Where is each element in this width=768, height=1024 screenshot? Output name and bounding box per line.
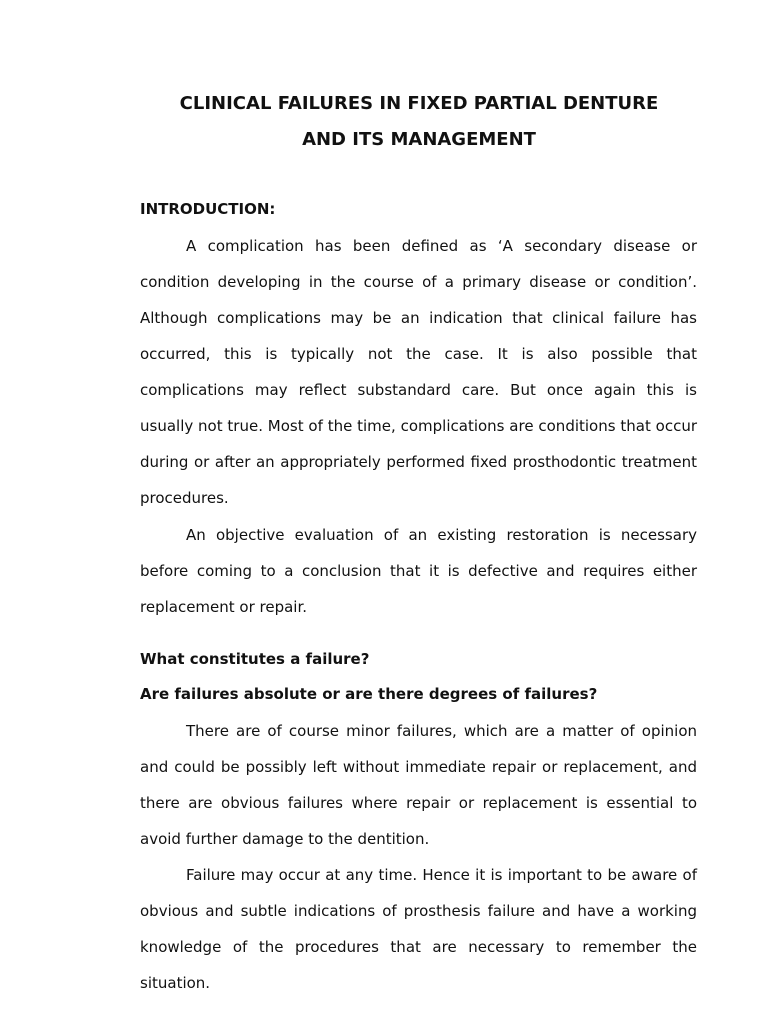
paragraph-objective-evaluation: An objective evaluation of an existing restoration is necessary before coming to a conclusion that it is defective and requires either replacement or repair.: [140, 526, 697, 616]
title-line-2: AND ITS MANAGEMENT: [302, 129, 536, 150]
paragraph-failure-timing: Failure may occur at any time. Hence it is important to be aware of obvious and subtle indications of prosthesis failure and have a working knowledge of the procedures that are necessary to remember the situation.: [140, 866, 697, 992]
introduction-heading: INTRODUCTION:: [140, 200, 276, 218]
paragraph-complication-definition: A complication has been defined as ‘A secondary disease or condition developing in the course of a primary disease or condition’. Although complications may be an indication that clinical failure has occurred, this is typically not the case. It is also possible that complications may reflect substandard care. But once again this is usually not true. Most of the time, complications are conditions that occur during or after an appropriately performed fixed prosthodontic treatment procedures.: [140, 237, 697, 507]
title-line-1: CLINICAL FAILURES IN FIXED PARTIAL DENTURE: [179, 93, 659, 114]
question-what-constitutes-failure: What constitutes a failure?: [140, 650, 370, 668]
question-degrees-of-failure: Are failures absolute or are there degrees of failures?: [140, 685, 598, 703]
paragraph-minor-failures: There are of course minor failures, which are a matter of opinion and could be possibly left without immediate repair or replacement, and there are obvious failures where repair or replacement is essential to avoid further damage to the dentition.: [140, 722, 697, 848]
document-title: [120, 86, 718, 158]
